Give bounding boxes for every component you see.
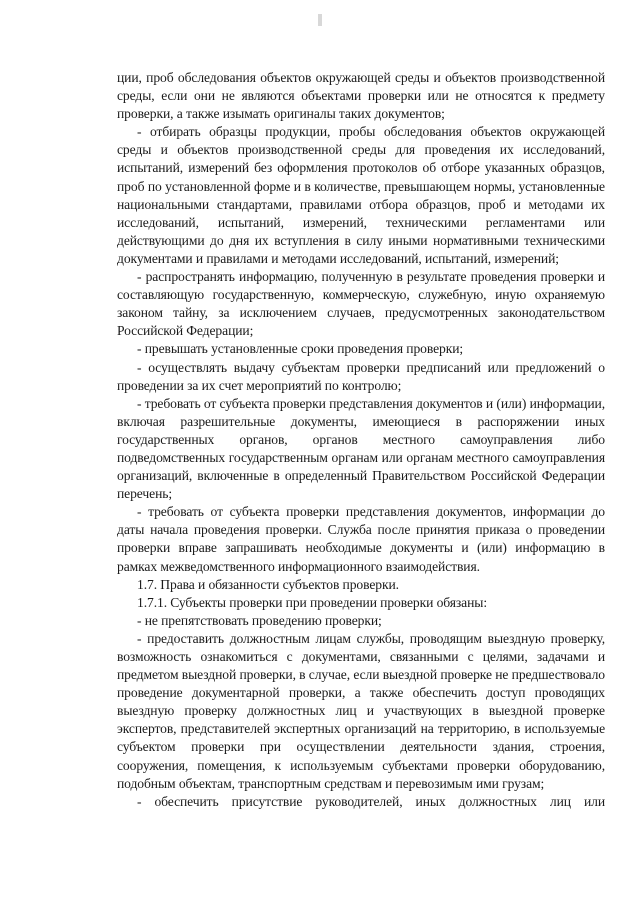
paragraph: 1.7.1. Субъекты проверки при проведении проверки обязаны: [137, 594, 487, 610]
paragraph: ции, проб обследования объектов окружающей среды и объектов производственной среды, если они не являются объектами проверки или не относятся к предмету проверки, а также изымать оригиналы таких документов; [117, 70, 605, 122]
paragraph: - требовать от субъекта проверки представления документов и (или) информации, включая разрешительные документы, имеющиеся в распоряжении иных государственных органов, органов местного самоуправления либо подведомственных государственным органам или органам местного самоуправления организаций, включенные в определенный Правительством Российской Федерации перечень; [117, 395, 605, 502]
paragraph: - обеспечить присутствие руководителей, иных должностных лиц или [137, 793, 605, 809]
scan-mark [318, 14, 322, 26]
paragraph: - осуществлять выдачу субъектам проверки предписаний или предложений о проведении за их счет мероприятий по контролю; [117, 359, 605, 393]
paragraph: - требовать от субъекта проверки представления документов, информации до даты начала проведения проверки. Служба после принятия приказа о проведении проверки вправе запрашивать необходимые документы и (или) информацию в рамках межведомственного информационного взаимодействия. [117, 504, 605, 574]
paragraph: - отбирать образцы продукции, пробы обследования объектов окружающей среды и объектов производственной среды для проведения их исследований, испытаний, измерений без оформления протоколов об отборе указанных образцов, проб по установленной форме и в количестве, превышающем нормы, установленные национальными стандартами, правилами отбора образцов, проб и методами их исследований, испытаний, измерений, техническими регламентами или действующими до дня их вступления в силу иными нормативными техническими документами и правилами и методами исследований, испытаний, измерений; [117, 124, 605, 266]
paragraph: 1.7. Права и обязанности субъектов проверки. [137, 576, 399, 592]
paragraph: - предоставить должностным лицам службы, проводящим выездную проверку, возможность ознакомиться с документами, связанными с целями, задачами и предметом выездной проверки, в случае, если выездной проверке не предшествовало проведение документарной проверки, а также обеспечить доступ проводящих выездную проверку должностных лиц и участвующих в выездной проверке экспертов, представителей экспертных организаций на территорию, в используемые субъектом проверки при осуществлении деятельности здания, строения, сооружения, помещения, к используемым субъектами проверки оборудованию, подобным объектам, транспортным средствам и перевозимым ими грузам; [117, 630, 605, 791]
document-body [117, 69, 605, 811]
paragraph: - не препятствовать проведению проверки; [137, 612, 382, 628]
paragraph: - распространять информацию, полученную в результате проведения проверки и составляющую государственную, коммерческую, служебную, иную охраняемую законом тайну, за исключением случаев, предусмотренных законодательством Российской Федерации; [117, 269, 605, 339]
paragraph: - превышать установленные сроки проведения проверки; [137, 341, 464, 357]
